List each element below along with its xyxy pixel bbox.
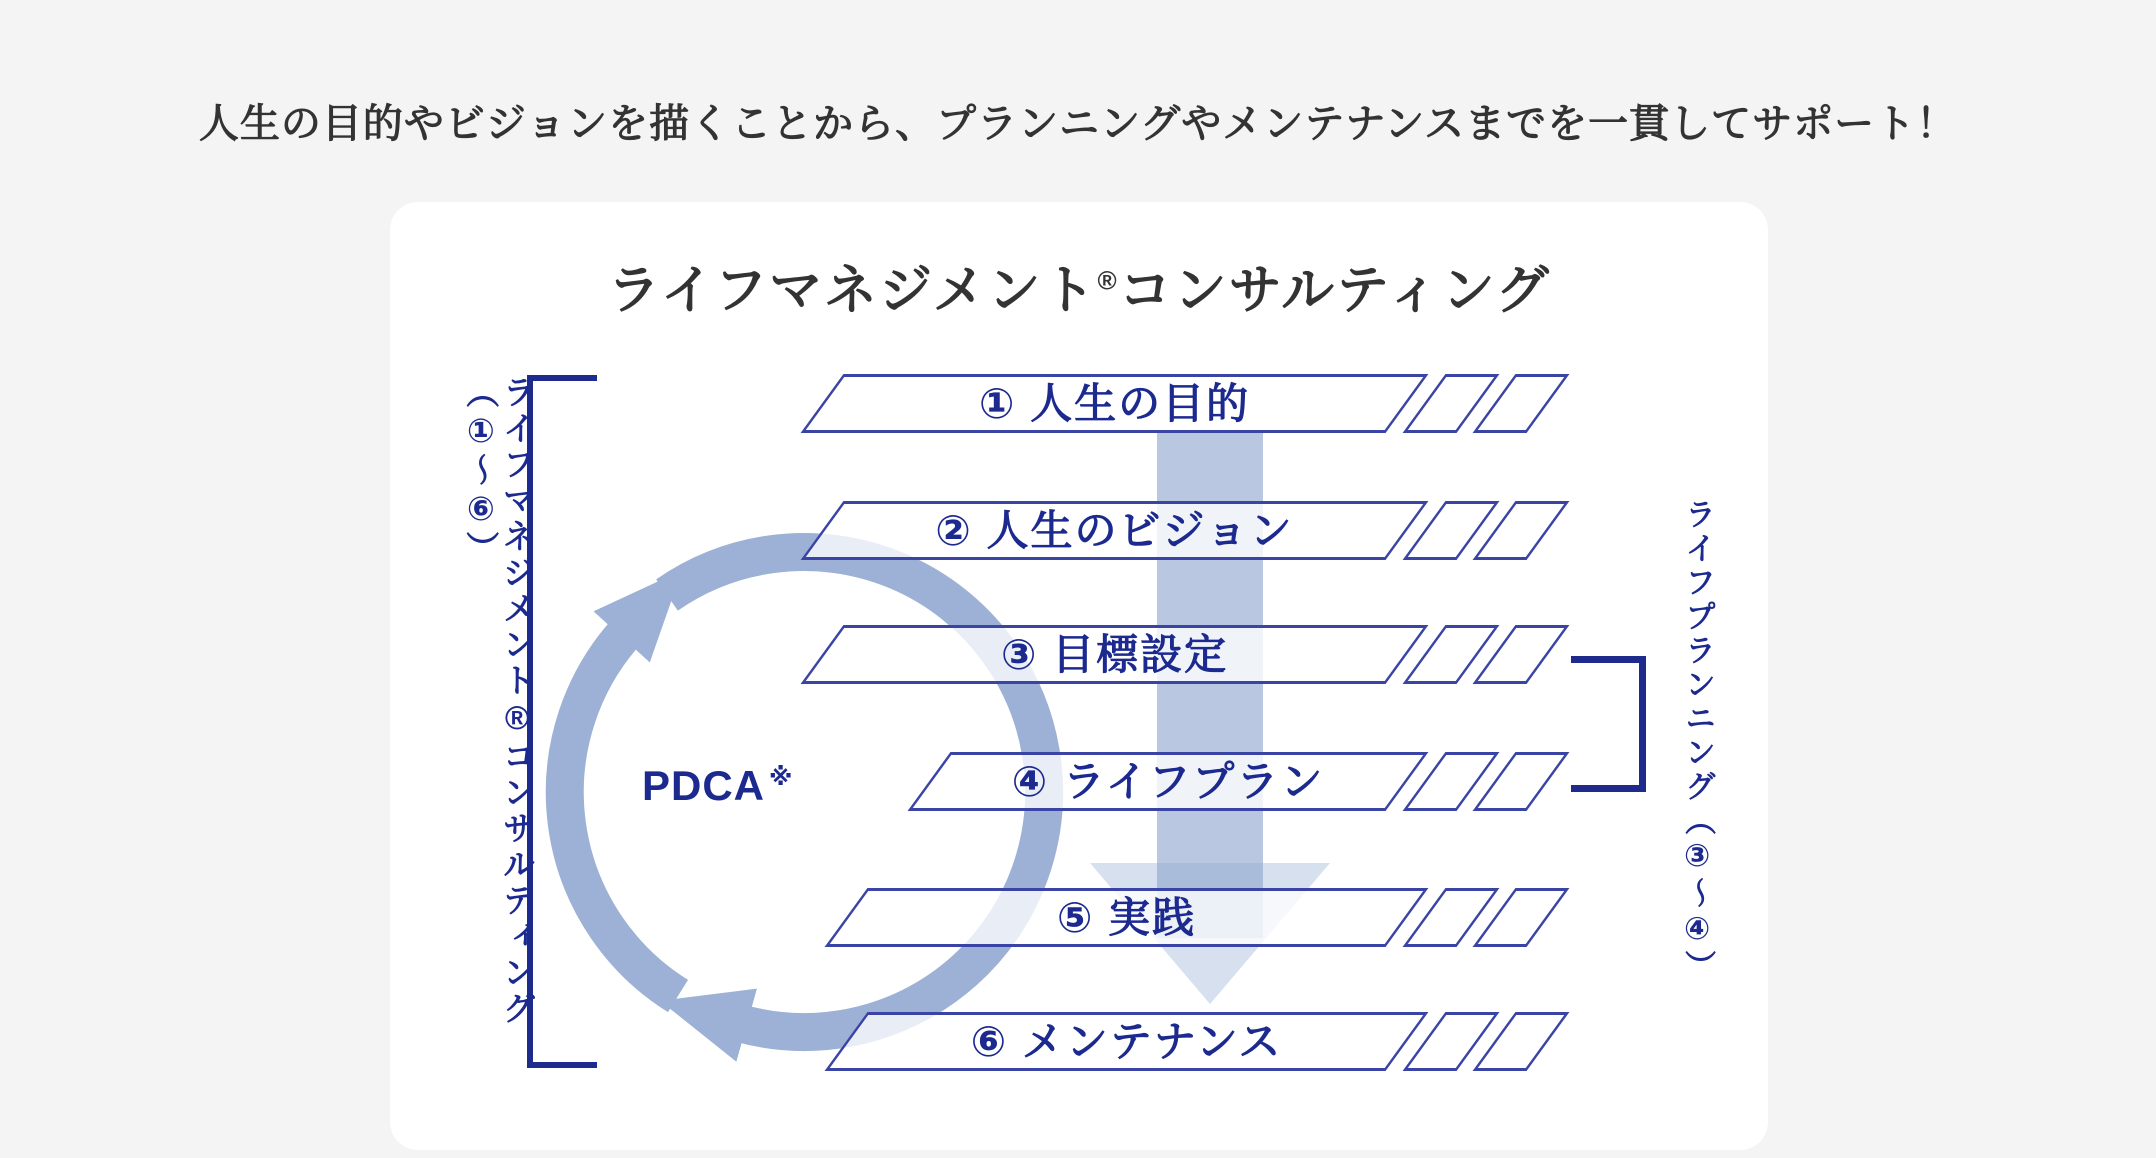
left-bracket-top-cap — [527, 375, 597, 381]
step-label: ⑤ 実践 — [1056, 893, 1197, 941]
step-label: ⑥ メンテナンス — [970, 1017, 1283, 1065]
step-banner — [801, 501, 1429, 560]
registered-mark-icon: ® — [1097, 265, 1119, 296]
step-row-6 — [822, 1012, 1602, 1071]
page-headline: 人生の目的やビジョンを描くことから、プランニングやメンテナンスまでを一貫してサポート！ — [198, 102, 1958, 146]
left-vertical-label: ライフマネジメント®コンサルティング（①〜⑥） — [462, 375, 536, 1027]
card-title-main: ライフマネジメント — [607, 261, 1098, 320]
step-row-2 — [822, 501, 1602, 560]
step-label: ① 人生の目的 — [978, 379, 1251, 427]
step-label: ④ ライフプラン — [1011, 757, 1325, 805]
cycle-arc-short — [565, 631, 678, 996]
diagram-card — [390, 202, 1768, 1150]
step-banner — [801, 374, 1429, 433]
pdca-label — [642, 762, 793, 810]
step-label: ② 人生のビジョン — [935, 506, 1294, 554]
step-row-3 — [822, 625, 1602, 684]
pdca-note-mark: ※ — [769, 764, 794, 791]
step-banner — [908, 752, 1429, 811]
right-bracket-line — [1639, 656, 1646, 792]
left-bracket-bottom-cap — [527, 1062, 597, 1068]
step-row-5 — [822, 888, 1602, 947]
card-title — [390, 248, 1768, 324]
step-row-4 — [822, 752, 1602, 811]
pdca-text: PDCA — [642, 762, 766, 809]
card-title-rest: コンサルティング — [1118, 261, 1551, 320]
step-banner — [825, 1012, 1429, 1071]
step-banner — [801, 625, 1429, 684]
step-banner — [825, 888, 1429, 947]
right-vertical-label: ライフプランニング（③〜④） — [1680, 498, 1716, 984]
step-row-1 — [822, 374, 1602, 433]
step-label: ③ 目標設定 — [1000, 630, 1229, 678]
